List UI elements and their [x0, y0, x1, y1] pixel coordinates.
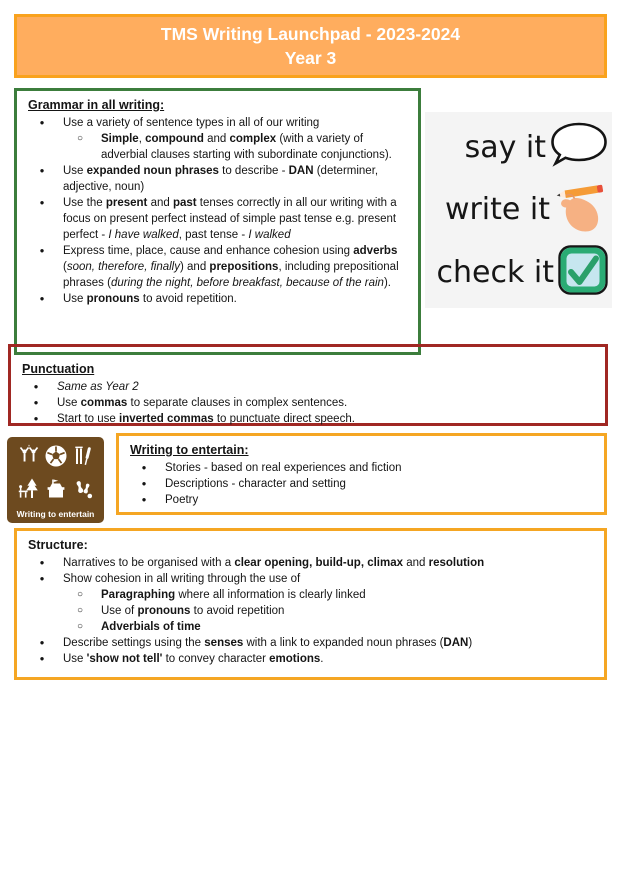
- list-item-text: Show cohesion in all writing through the use of: [63, 573, 301, 585]
- writing-to-entertain-sign: [7, 437, 104, 523]
- bullet: ●: [141, 495, 147, 504]
- list-item-text: Adverbials of time: [101, 621, 201, 633]
- list-item-text: Use of pronouns to avoid repetition: [101, 605, 285, 617]
- grammar-list: [27, 115, 408, 307]
- list-item: [27, 635, 594, 651]
- list-item: [27, 603, 594, 619]
- bullet: ●: [39, 294, 45, 303]
- writing-to-entertain-title: Writing to entertain:: [130, 443, 249, 457]
- bullet: ●: [33, 398, 39, 407]
- football-icon: [44, 444, 68, 474]
- list-item: [21, 411, 595, 427]
- list-item-text: Same as Year 2: [57, 381, 139, 393]
- say-write-check-panel: [425, 112, 612, 308]
- structure-box-title: Structure:: [28, 538, 88, 552]
- list-item-text: Simple, compound and complex (with a variety of adverbial clauses starting with subordinate conjunctions).: [101, 133, 392, 161]
- sign-caption: Writing to entertain: [16, 509, 95, 519]
- bullet: ●: [141, 479, 147, 488]
- checkbox-tick-icon: [557, 244, 609, 301]
- list-item-text: Describe settings using the senses with a link to expanded noun phrases (DAN): [63, 637, 473, 649]
- people-icon: [17, 444, 41, 474]
- castle-icon: [44, 477, 68, 507]
- list-item: [21, 395, 595, 411]
- write-it-row: [427, 179, 610, 241]
- list-item: [27, 131, 408, 163]
- list-item: [27, 587, 594, 603]
- hollow-bullet: ○: [76, 621, 84, 632]
- list-item: [27, 555, 594, 571]
- bullet: ●: [39, 654, 45, 663]
- skittles-icon: [71, 477, 95, 507]
- structure-list: [27, 555, 594, 667]
- list-item-text: Use the present and past tenses correctly in all our writing with a focus on present perfect instead of simple past tense e.g. present perfect - I have walked, past tense - I walked: [63, 197, 397, 241]
- bullet: ●: [39, 198, 45, 207]
- list-item: [27, 163, 408, 195]
- punctuation-box-title: Punctuation: [22, 362, 95, 376]
- list-item: [129, 492, 594, 508]
- hollow-bullet: ○: [76, 605, 84, 616]
- bullet: ●: [39, 118, 45, 127]
- hollow-bullet: ○: [76, 589, 84, 600]
- list-item-text: Poetry: [165, 494, 199, 506]
- document-title: TMS Writing Launchpad - 2023-2024: [160, 24, 461, 44]
- say-it-label: say it: [464, 129, 546, 165]
- check-it-row: [427, 242, 610, 304]
- list-item: [27, 243, 408, 291]
- list-item-text: Narratives to be organised with a clear opening, build-up, climax and resolution: [63, 557, 485, 569]
- list-item-text: Start to use inverted commas to punctuate direct speech.: [57, 413, 355, 425]
- hollow-bullet: ○: [76, 133, 84, 144]
- check-it-label: check it: [436, 255, 554, 291]
- list-item: [27, 195, 408, 243]
- bullet: ●: [39, 246, 45, 255]
- say-it-row: [427, 116, 610, 178]
- list-item: [27, 291, 408, 307]
- punctuation-box: [8, 344, 608, 426]
- write-it-label: write it: [444, 192, 550, 228]
- list-item: [27, 115, 408, 131]
- document-header: [14, 14, 607, 78]
- bullet: ●: [39, 558, 45, 567]
- grammar-box: [14, 88, 421, 355]
- list-item: [27, 651, 594, 667]
- bullet: ●: [33, 414, 39, 423]
- list-item-text: Use commas to separate clauses in complex sentences.: [57, 397, 348, 409]
- list-item: [27, 619, 594, 635]
- list-item: [129, 460, 594, 476]
- pencil-hand-icon: [553, 178, 609, 241]
- grammar-box-title: Grammar in all writing:: [28, 98, 165, 112]
- bullet: ●: [39, 638, 45, 647]
- bullet: ●: [33, 382, 39, 391]
- writing-to-entertain-list: [129, 460, 594, 508]
- list-item-text: Descriptions - character and setting: [165, 478, 346, 490]
- bullet: ●: [39, 166, 45, 175]
- list-item: [21, 379, 595, 395]
- document-subtitle: Year 3: [284, 48, 337, 68]
- list-item: [27, 571, 594, 587]
- list-item-text: Express time, place, cause and enhance cohesion using adverbs (soon, therefore, finally) and prepositions, including prepositional phrases (during the night, before breakfast, because of the rain).: [63, 245, 399, 289]
- list-item-text: Use expanded noun phrases to describe - DAN (determiner, adjective, noun): [63, 165, 379, 193]
- bullet: ●: [39, 574, 45, 583]
- list-item-text: Use pronouns to avoid repetition.: [63, 293, 237, 305]
- writing-to-entertain-box: [116, 433, 607, 515]
- punctuation-list: [21, 379, 595, 427]
- speech-bubble-icon: [549, 121, 609, 173]
- structure-box: [14, 528, 607, 680]
- picnic-area-icon: [17, 477, 41, 507]
- list-item-text: Paragraphing where all information is clearly linked: [101, 589, 366, 601]
- list-item: [129, 476, 594, 492]
- cricket-icon: [71, 444, 95, 474]
- list-item-text: Use 'show not tell' to convey character emotions.: [63, 653, 324, 665]
- list-item-text: Stories - based on real experiences and fiction: [165, 462, 402, 474]
- list-item-text: Use a variety of sentence types in all of our writing: [63, 117, 320, 129]
- bullet: ●: [141, 463, 147, 472]
- sign-icon-grid: [15, 444, 96, 507]
